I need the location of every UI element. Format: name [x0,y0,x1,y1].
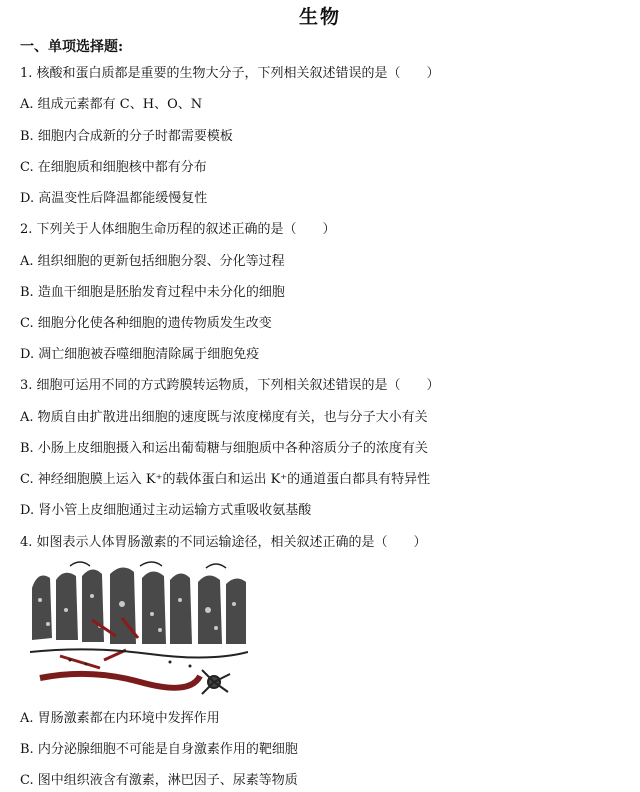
question-4-option-c: C. 图中组织液含有激素，淋巴因子、尿素等物质 [20,773,298,788]
question-2-option-d: D. 凋亡细胞被吞噬细胞清除属于细胞免疫 [20,347,260,362]
question-3-option-a: A. 物质自由扩散进出细胞的速度既与浓度梯度有关，也与分子大小有关 [20,410,428,425]
section-heading: 一、单项选择题: [20,39,124,55]
question-4: 4. 如图表示人体胃肠激素的不同运输途径，相关叙述正确的是（ ） [20,535,427,550]
question-1-option-a: A. 组成元素都有 C、H、O、N [20,97,203,112]
question-2-option-b: B. 造血干细胞是胚胎发育过程中未分化的细胞 [20,285,285,300]
question-1-option-d: D. 高温变性后降温都能缓慢复性 [20,191,208,206]
question-2: 2. 下列关于人体细胞生命历程的叙述正确的是（ ） [20,222,336,237]
question-3: 3. 细胞可运用不同的方式跨膜转运物质，下列相关叙述错误的是（ ） [20,378,440,393]
question-4-option-a: A. 胃肠激素都在内环境中发挥作用 [20,711,220,726]
question-3-option-c: C. 神经细胞膜上运入 K⁺的载体蛋白和运出 K⁺的通道蛋白都具有特异性 [20,472,431,487]
page-title: 生物 [298,6,341,28]
question-4-option-b: B. 内分泌腺细胞不可能是自身激素作用的靶细胞 [20,742,298,757]
question-1-option-b: B. 细胞内合成新的分子时都需要模板 [20,129,233,144]
epithelium-illustration [30,560,248,700]
question-2-option-a: A. 组织细胞的更新包括细胞分裂、分化等过程 [20,254,285,269]
question-2-option-c: C. 细胞分化使各种细胞的遗传物质发生改变 [20,316,272,331]
question-1-option-c: C. 在细胞质和细胞核中都有分布 [20,160,207,175]
question-3-option-b: B. 小肠上皮细胞摄入和运出葡萄糖与细胞质中各种溶质分子的浓度有关 [20,441,428,456]
gastrointestinal-hormone-figure [30,560,248,700]
question-3-option-d: D. 肾小管上皮细胞通过主动运输方式重吸收氨基酸 [20,503,312,518]
question-1: 1. 核酸和蛋白质都是重要的生物大分子，下列相关叙述错误的是（ ） [20,66,440,81]
